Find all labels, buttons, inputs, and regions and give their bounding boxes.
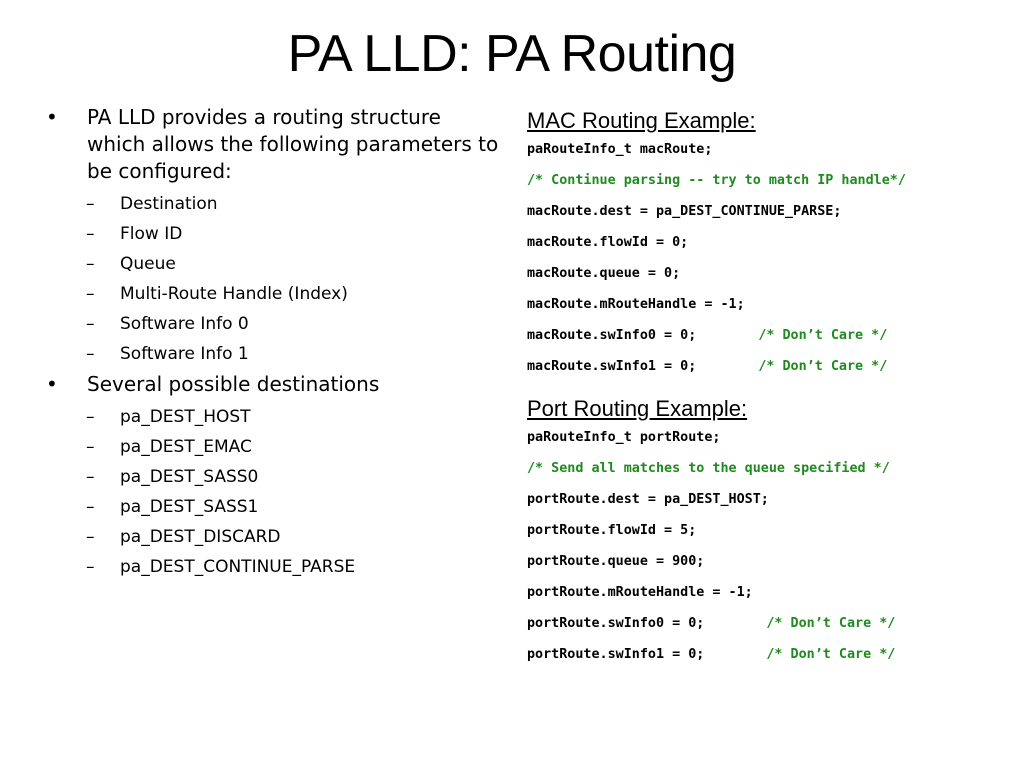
sub-bullet-text: Multi-Route Handle (Index) (120, 284, 348, 304)
dash-icon: – (86, 194, 95, 214)
sub-bullet-text: Software Info 1 (120, 344, 249, 364)
port-swinfo1-line (527, 645, 997, 665)
dash-icon: – (86, 284, 95, 304)
mac-dest-line: macRoute.dest = pa_DEST_CONTINUE_PARSE; (527, 204, 842, 219)
mac-mroutehandle-line: macRoute.mRouteHandle = -1; (527, 297, 745, 312)
dash-icon: – (86, 344, 95, 364)
mac-swinfo1-line (527, 357, 997, 377)
sub-bullet-item (44, 402, 504, 432)
sub-bullet-item (44, 189, 504, 219)
port-swinfo1-code: portRoute.swInfo1 = 0; (527, 647, 705, 662)
mac-comment-line: /* Continue parsing -- try to match IP handle*/ (527, 173, 906, 188)
sub-bullet-item (44, 522, 504, 552)
sub-bullet-text: Flow ID (120, 224, 183, 244)
dash-icon: – (86, 497, 95, 517)
sub-bullet-item (44, 309, 504, 339)
sub-bullet-text: pa_DEST_EMAC (120, 437, 252, 457)
sub-bullet-text: pa_DEST_SASS1 (120, 497, 259, 517)
mac-decl-line: paRouteInfo_t macRoute; (527, 142, 713, 157)
mac-swinfo0-code: macRoute.swInfo0 = 0; (527, 328, 697, 343)
sub-bullet-text: Destination (120, 194, 218, 214)
sub-bullet-item (44, 249, 504, 279)
mac-swinfo1-comment: /* Don’t Care */ (758, 359, 888, 374)
sub-bullet-text: Queue (120, 254, 176, 274)
dash-icon: – (86, 407, 95, 427)
bullet-icon: • (46, 372, 58, 396)
sub-bullet-text: pa_DEST_HOST (120, 407, 251, 427)
mac-example-heading: MAC Routing Example: (527, 108, 756, 133)
sub-bullet-text: pa_DEST_SASS0 (120, 467, 259, 487)
dash-icon: – (86, 437, 95, 457)
port-swinfo0-comment: /* Don’t Care */ (766, 616, 896, 631)
port-swinfo0-line (527, 614, 997, 634)
port-mroutehandle-line: portRoute.mRouteHandle = -1; (527, 585, 753, 600)
port-example-heading: Port Routing Example: (527, 396, 748, 421)
mac-queue-line: macRoute.queue = 0; (527, 266, 681, 281)
sub-bullet-item (44, 492, 504, 522)
sub-bullet-item (44, 219, 504, 249)
bullet-list (44, 104, 504, 582)
slide-title: PA LLD: PA Routing (287, 25, 737, 83)
port-decl-line: paRouteInfo_t portRoute; (527, 430, 721, 445)
port-comment-line: /* Send all matches to the queue specified */ (527, 461, 890, 476)
sub-bullet-item (44, 339, 504, 369)
dash-icon: – (86, 557, 95, 577)
port-swinfo1-comment: /* Don’t Care */ (766, 647, 896, 662)
bullet-text: PA LLD provides a routing structure which allows the following parameters to be configured: (87, 105, 499, 183)
port-queue-line: portRoute.queue = 900; (527, 554, 705, 569)
port-dest-line: portRoute.dest = pa_DEST_HOST; (527, 492, 769, 507)
sub-bullet-item (44, 552, 504, 582)
bullet-icon: • (46, 105, 58, 129)
sub-bullet-item (44, 279, 504, 309)
mac-swinfo0-line (527, 326, 997, 346)
port-swinfo0-code: portRoute.swInfo0 = 0; (527, 616, 705, 631)
dash-icon: – (86, 224, 95, 244)
sub-bullet-text: pa_DEST_CONTINUE_PARSE (120, 557, 356, 577)
dash-icon: – (86, 314, 95, 334)
mac-swinfo1-code: macRoute.swInfo1 = 0; (527, 359, 697, 374)
dash-icon: – (86, 527, 95, 547)
sub-bullet-item (44, 462, 504, 492)
bullet-item (44, 104, 504, 185)
bullet-text: Several possible destinations (87, 372, 380, 396)
mac-flowid-line: macRoute.flowId = 0; (527, 235, 689, 250)
bullet-item (44, 371, 504, 398)
code-examples (527, 106, 997, 676)
sub-bullet-text: Software Info 0 (120, 314, 249, 334)
port-flowid-line: portRoute.flowId = 5; (527, 523, 697, 538)
mac-swinfo0-comment: /* Don’t Care */ (758, 328, 888, 343)
dash-icon: – (86, 467, 95, 487)
dash-icon: – (86, 254, 95, 274)
sub-bullet-item (44, 432, 504, 462)
sub-bullet-text: pa_DEST_DISCARD (120, 527, 281, 547)
